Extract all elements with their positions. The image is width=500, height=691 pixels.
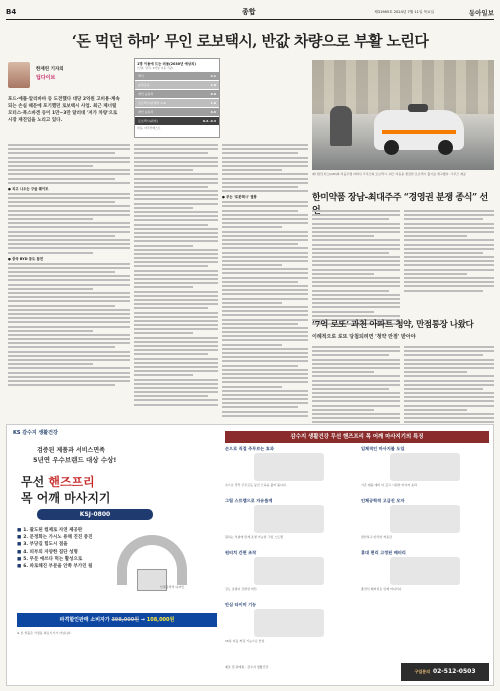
table-source: 자료: 아크인베스트 — [137, 125, 161, 130]
newspaper-logo: 동아일보 — [468, 9, 494, 17]
robotaxi-photo — [312, 60, 494, 170]
ad-brand: KS 감수지 생활건강 — [13, 430, 58, 436]
ad-certification: 인체공학적 디자인 — [159, 585, 185, 589]
table-row: 개인 승용차 0.8 — [135, 90, 219, 98]
ad-slogan: 검증된 제품과 서비스면족 — [37, 447, 105, 454]
feature-card: 원터치 간편 조작 강도 조절이 간편한 버튼 — [225, 551, 353, 591]
table-unit: (단위: 달러, 1마일 이용 기준) — [137, 66, 174, 70]
feature-card: 휴대 편리 고정된 배터리 충전식 배터리로 언제 어디서나 — [361, 551, 489, 591]
photo-caption: 제너럴모터스(GM)의 자율주행 자회사 크루즈의 로보택시. 최근 비용을 절감한 로보택시 출시를 예고했다. 크루즈 제공 — [312, 172, 466, 176]
ad-manufacturer: 제조 및 판매원 : 감수지 생활건강 — [225, 665, 269, 669]
lidar-sensor — [408, 104, 428, 112]
ad-award: 5년연 우수브랜드 대상 수상! — [33, 456, 117, 464]
table-title: 1명 이용에 드는 비용(2030년 예상치) — [137, 62, 196, 66]
page-number: B4 — [6, 8, 17, 16]
robotaxi-car — [374, 110, 464, 150]
feature-image — [390, 505, 460, 533]
reporter-name: 한재린 기자의 — [36, 67, 64, 72]
feature-card: 입체적인 마사지볼 도입 기존 제품 대비 더 깊고 시원한 마사지 효과 — [361, 447, 489, 487]
old-price: 398,000원 — [111, 617, 140, 623]
lead-paragraph: 포드·애플·알리바바 등 도전했다 대당 2억원 고비용·계속되는 손실 때문에 포기했던 로보택시 사업. 최근 제너럴모터스·폭스바겐 등이 1만~3만 달러대 '저가 차량'으로 시장 재진입을 노리고 있다. — [8, 97, 120, 123]
article-subhead: ● 중국 BYD 등도 참전 — [8, 256, 44, 261]
column-brand: 딥다이브 — [36, 75, 56, 81]
car-wheel — [384, 140, 399, 155]
story2-column-1 — [312, 210, 400, 327]
cyclist-figure — [330, 106, 352, 146]
section-name: 종합 — [242, 8, 256, 16]
feature-image — [254, 557, 324, 585]
article-subhead: ● 치고 나오는 구글 웨이모 — [8, 186, 49, 191]
feature-image — [254, 453, 324, 481]
ad-phone: 구입문의 02-512-0503 — [401, 663, 489, 681]
story3-subheadline: 이례적으로 로또 당첨되려면 '청약 만점' 받아야 — [312, 334, 416, 340]
car-wheel — [438, 140, 453, 155]
table-row: 로보택시(운영비 1.0) 1.0 — [135, 99, 219, 107]
ad-feature-header: 감수지 생활건강 무선 핸즈프리 목 어깨 마사지기의 특징 — [225, 431, 489, 443]
ad-feature-grid — [225, 447, 489, 657]
list-item: ■ 1. 괄도된 컬제로 자연 제공판 — [17, 527, 197, 534]
feature-card: 안심 타이머 기능 15분 자동 꺼짐 기능으로 안심 — [225, 603, 353, 643]
feature-image — [254, 609, 324, 637]
article-column-2 — [134, 144, 218, 408]
table-row: 개인 승용차 0.6 — [135, 108, 219, 116]
feature-image — [254, 505, 324, 533]
ad-footnote: ※ 본 상품은 가정용 의료기기가 아닙니다. — [17, 631, 72, 635]
table-row: 택시 2.1 — [135, 72, 219, 80]
ad-model-badge: KSJ-0800 — [37, 509, 153, 520]
article-column-1 — [8, 144, 130, 388]
story3-headline: ‘7억 로또’ 과천 아파트 청약, 만점통장 나왔다 — [312, 320, 474, 330]
ad-product-title: 무선 핸즈프리 — [21, 475, 95, 489]
article-subhead: ● 부는 '로봇택시' 열풍 — [222, 195, 257, 200]
sale-price: 108,000원 — [146, 617, 175, 623]
table-row: 로보택시(최저) 0.2~0.3 — [135, 117, 219, 125]
cost-table — [134, 58, 220, 138]
feature-card: 인체공학적 고급진 모자 편안하고 안락한 착용감 — [361, 499, 489, 539]
table-row: 승차공유 1.8 — [135, 81, 219, 89]
feature-image — [390, 557, 460, 585]
main-headline: ‘돈 먹던 하마’ 무인 로보택시, 반값 차량으로 부활 노린다 — [71, 32, 429, 50]
list-item: ■ 3. 부당길 힘도시 점을 — [17, 541, 197, 548]
story2-headline: 한미약품 장남-최대주주 “경영권 분쟁 종식” 선 — [312, 193, 488, 203]
ad-price-bar: 파격할인판매 소비자가 398,000원 → 108,000원 — [17, 613, 217, 627]
feature-image — [390, 453, 460, 481]
story2-column-2 — [404, 210, 494, 294]
reporter-block — [8, 62, 128, 90]
car-stripe — [382, 130, 456, 134]
list-item: ■ 2. 문정화는 가시노 용해 진진 중진 — [17, 534, 197, 541]
issue-date: 제31985호 2024년 7월 11일 목요일 — [374, 10, 434, 14]
feature-card: 손으로 직접 주무르는 효과 손으로 꾹꾹 주무르듯 뭉친 근육을 풀어 줍니다. — [225, 447, 353, 487]
reporter-photo — [8, 62, 30, 88]
ad-product-title-2: 목 어깨 마사지기 — [21, 491, 111, 505]
list-item: ■ 6. 파로해진 부분을 안쪽 부가인 됨 — [17, 563, 197, 570]
list-item: ■ 5. 무문 애쓰다 먹는 활성으로 — [17, 556, 197, 563]
list-item: ■ 4. 피부의 자양한 집단 성형 — [17, 549, 197, 556]
page-header — [6, 6, 494, 20]
article-column-3 — [222, 144, 308, 419]
advertisement — [6, 424, 494, 686]
feature-card: 그립 스트랩으로 자유롭게 원하는 부위에 맞게 조절 가능한 그립 스트랩 — [225, 499, 353, 539]
